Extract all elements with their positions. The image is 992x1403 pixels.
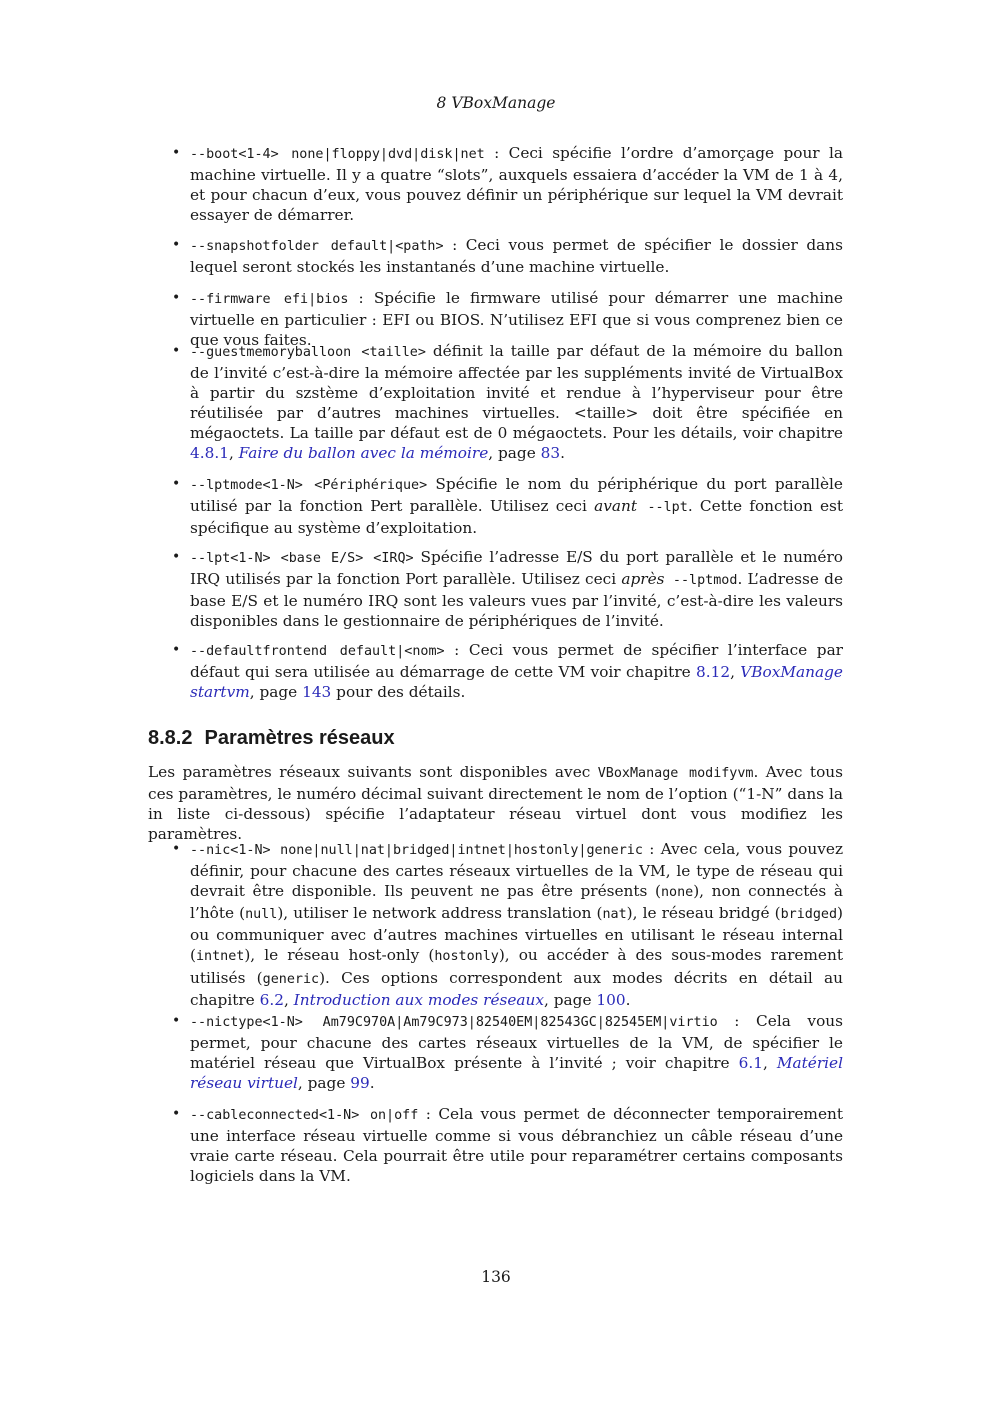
page-label: , page [249,683,303,702]
section-heading [148,727,395,750]
option-code: --boot<1-4> none|floppy|dvd|disk|net [190,147,485,162]
option-desc: : Spécifie le firmware utilisé pour démarrer une machine virtuelle en particulier : EFI ou BIOS. N’utilisez EFI que si vous comprenez bien ce que vous faites. [190,289,843,350]
bullet-icon: • [172,290,181,306]
option-desc: : Ceci spécifie l’ordre d’amorçage pour la machine virtuelle. Il y a quatre “slots”, auxquels essaiera d’accéder la VM de 1 à 4, et pour chacun d’eux, vous pouvez définir un périphérique sur lequel la VM devrait essayer de démarrer. [190,144,843,225]
option-desc: Spécifie le nom du périphérique du port parallèle utilisé par la fonction Pert parallèle. Utilisez ceci [190,475,843,516]
page-label: , page [488,444,541,463]
chapter-link[interactable]: 6.1 [738,1054,763,1073]
inline-code: generic [262,971,320,987]
page-number: 136 [481,1268,511,1286]
list-item-guestmemoryballoon [148,341,843,464]
inline-code: intnet [195,949,245,965]
option-code: --cableconnected<1-N> on|off [190,1108,419,1123]
inline-code: bridged [780,907,838,923]
page-link[interactable]: 83 [540,444,561,463]
list-item-nictype [148,1011,843,1093]
bullet-icon: • [172,476,181,492]
inline-code: VBoxManage modifyvm [597,766,754,781]
punctuation: . [625,990,631,1009]
page-label: , page [297,1074,351,1093]
option-code: --nic<1-N> none|null|nat|bridged|intnet|hostonly|generic [190,843,643,858]
bullet-icon: • [172,237,181,253]
option-desc: : Ceci vous permet de spécifier le dossier dans lequel seront stockés les instantanés d’une machine virtuelle. [190,236,843,277]
separator: , [730,663,741,682]
option-code: --guestmemoryballoon <taille> [190,345,426,360]
option-desc: ), ou accéder à des sous-modes rarement utilisés ( [190,946,843,987]
option-code: --firmware efi|bios [190,292,349,307]
separator: , [283,990,294,1009]
bullet-icon: • [172,145,181,161]
option-desc: ), le réseau host-only ( [244,946,435,965]
option-desc: ), non connectés à l’hôte ( [190,882,843,923]
option-desc-end: . Cette fonction est spécifique au système d’exploitation. [190,497,843,538]
option-desc: définit la taille par défaut de la mémoire du ballon de l’invité c’est-à-dire la mémoire affectée par les suppléments invité de VirtualBox à partir du szstème d’exploitation invité et rendue à l’hyperviseur pour être réutilisée par d’autres machines virtuelles. <taille> doit être spécifiée en mégaoctets. La taille par défaut est de 0 mégaoctets. Pour les détails, voir chapitre [190,342,843,443]
option-code: --lptmode<1-N> <Périphérique> [190,478,428,493]
punctuation: . [560,444,565,463]
emphasis: après [621,570,665,589]
section-intro [148,762,843,844]
emphasis: avant [594,497,638,516]
list-item-defaultfrontend [148,640,843,702]
bullet-icon: • [172,841,181,857]
running-head: 8 VBoxManage [436,94,556,112]
page-link[interactable]: 99 [350,1074,370,1093]
chapter-title-link[interactable]: Introduction aux modes réseaux [293,990,545,1009]
chapter-title-link[interactable]: Matériel réseau virtuel [190,1054,843,1093]
bullet-icon: • [172,1013,181,1029]
page-label: , page [544,990,597,1009]
option-desc: ), le réseau bridgé ( [626,904,781,923]
option-desc: : Ceci vous permet de spécifier l’interface par défaut qui sera utilisée au démarrage de cette VM voir chapitre [190,641,843,682]
option-code: --lpt<1-N> <base E/S> <IRQ> [190,551,414,566]
chapter-link[interactable]: 6.2 [259,990,284,1009]
chapter-title-link[interactable]: VBoxManage startvm [190,663,843,702]
inline-code: none [660,885,694,901]
option-code: --nictype<1-N> Am79C970A|Am79C973|82540EM|82543GC|82545EM|virtio [190,1015,718,1030]
intro-text: Les paramètres réseaux suivants sont disponibles avec [148,763,598,781]
chapter-link[interactable]: 4.8.1 [190,444,229,463]
chapter-title-link[interactable]: Faire du ballon avec la mémoire [238,444,489,463]
punctuation: . [369,1074,375,1093]
bullet-icon: • [172,343,181,359]
bullet-icon: • [172,1106,181,1122]
list-item-nic [148,839,843,1010]
page-link[interactable]: 143 [302,683,332,702]
section-number: 8.8.2 [148,727,193,749]
option-code: --snapshotfolder default|<path> [190,239,444,254]
option-code: --defaultfrontend default|<nom> [190,644,445,659]
option-desc-end: pour des détails. [331,683,466,702]
chapter-link[interactable]: 8.12 [696,663,731,682]
list-item-boot [148,143,843,225]
inline-code: hostonly [434,949,499,965]
option-desc: ) ou communiquer avec d’autres machines virtuelles en utilisant le réseau internal ( [190,904,843,965]
list-item-snapshotfolder [148,235,843,277]
option-desc: ), utiliser le network address translation ( [277,904,603,923]
bullet-icon: • [172,549,181,565]
separator: , [228,444,239,463]
separator: , [762,1054,777,1073]
intro-text-end: . Avec tous ces paramètres, le numéro décimal suivant directement le nom de l’option (“1-N” dans la in liste ci-dessous) spécifie l’adaptateur réseau virtuel dont vous modifiez les paramètres. [148,763,843,844]
list-item-lptmode [148,474,843,538]
section-title: Paramètres réseaux [204,727,395,749]
option-desc: : Cela vous permet, pour chacune des cartes réseaux virtuelles de la VM, de spécifier le matériel réseau que VirtualBox présente à l’invité ; voir chapitre [190,1012,843,1073]
option-desc: Spécifie l’adresse E/S du port parallèle et le numéro IRQ utilisés par la fonction Port parallèle. Utilisez ceci [190,548,844,589]
list-item-lpt [148,547,843,631]
option-desc: : Cela vous permet de déconnecter temporairement une interface réseau virtuelle comme si vous débranchiez un câble réseau d’une vraie carte réseau. Cela pourrait être utile pour reparamétrer certains composants logiciels dans la VM. [190,1105,843,1186]
bullet-icon: • [172,642,181,658]
option-desc: ). Ces options correspondent aux modes décrits en détail au chapitre [190,968,843,1009]
option-desc-end: . L’adresse de base E/S et le numéro IRQ sont les valeurs vues par l’invité, c’est-à-dire les valeurs disponibles dans le gestionnaire de périphériques de l’invité. [190,570,843,631]
inline-code: nat [602,907,627,923]
option-desc: : Avec cela, vous pouvez définir, pour chacune des cartes réseaux virtuelles de la VM, le type de réseau qui devrait être disponible. Ils peuvent ne pas être présents ( [190,840,843,901]
inline-code: --lpt [637,500,688,516]
page-link[interactable]: 100 [596,990,626,1009]
inline-code: null [245,907,278,923]
list-item-cableconnected [148,1104,843,1186]
inline-code: --lptmod [664,573,738,589]
